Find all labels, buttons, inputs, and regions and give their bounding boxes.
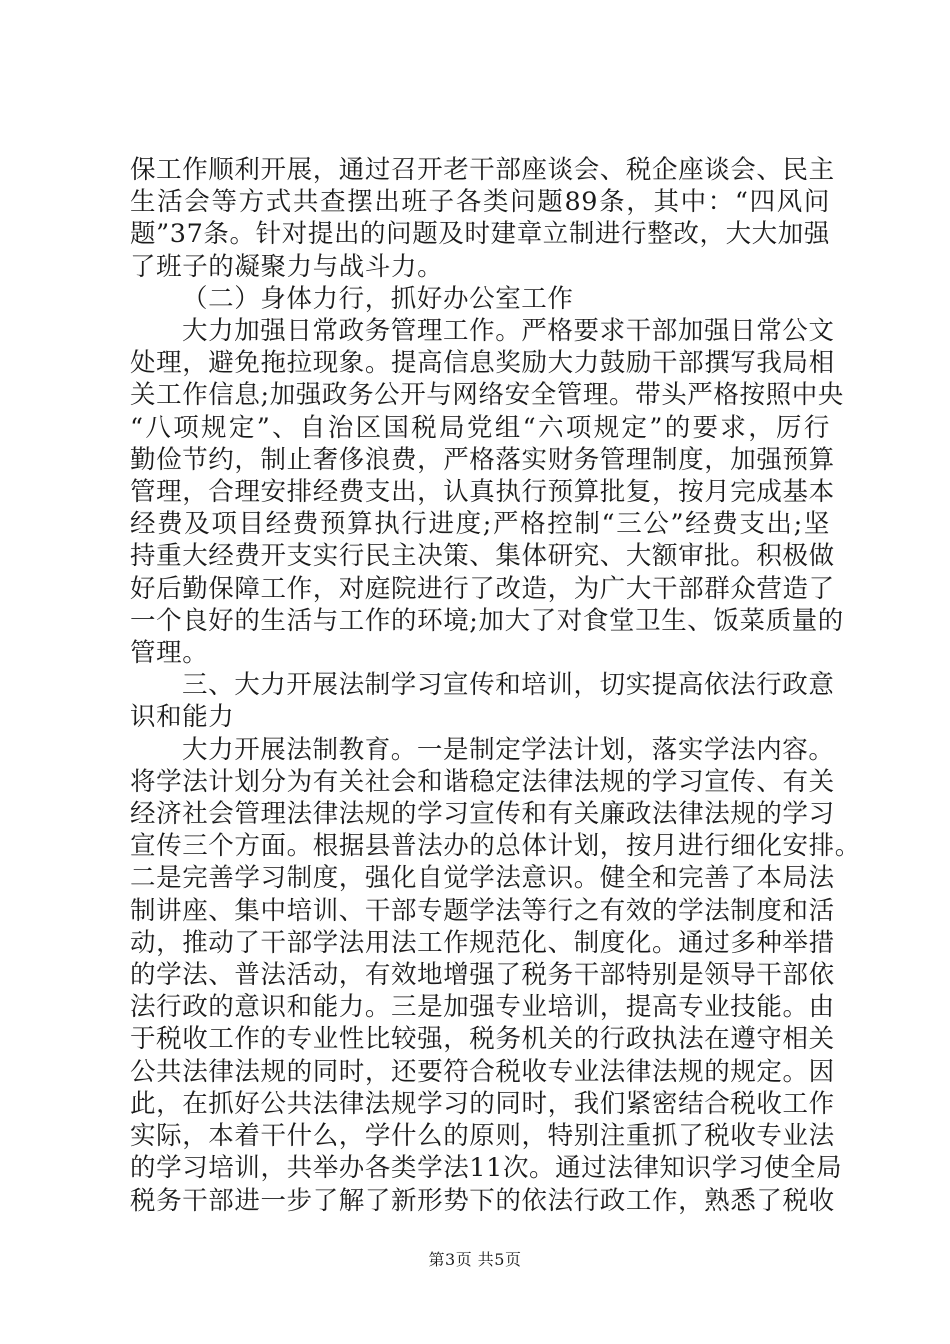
section-heading-2 — [130, 283, 830, 315]
text-line: （二）身体力行，抓好办公室工作 — [182, 283, 574, 314]
text-line: 持重大经费开支实行民主决策、集体研究、大额审批。积极做 — [130, 541, 835, 572]
text-line: 税务干部进一步了解了新形势下的依法行政工作，熟悉了税收 — [130, 1185, 835, 1216]
text-line: 宣传三个方面。根据县普法办的总体计划，按月进行细化安排。 — [130, 831, 861, 862]
text-line: 将学法计划分为有关社会和谐稳定法律法规的学习宣传、有关 — [130, 766, 835, 797]
text-line: “八项规定”、自治区国税局党组“六项规定”的要求，厉行 — [130, 412, 830, 443]
text-line: 于税收工作的专业性比较强，税务机关的行政执法在遵守相关 — [130, 1024, 835, 1055]
para-legal-education — [130, 734, 861, 1217]
text-line: 的学习培训，共举办各类学法11次。通过法律知识学习使全局 — [130, 1153, 843, 1184]
text-line: 的学法、普法活动，有效地增强了税务干部特别是领导干部依 — [130, 960, 835, 991]
text-line: 关工作信息;加强政务公开与网络安全管理。带头严格按照中央 — [130, 380, 844, 411]
text-line: 大力加强日常政务管理工作。严格要求干部加强日常公文 — [182, 316, 835, 347]
text-line: 识和能力 — [130, 702, 235, 733]
text-line: 动，推动了干部学法用法工作规范化、制度化。通过多种举措 — [130, 927, 835, 958]
text-line: 处理，避免拖拉现象。提高信息奖励大力鼓励干部撰写我局相 — [130, 348, 835, 379]
para-continued — [130, 154, 835, 283]
text-line: 制讲座、集中培训、干部专题学法等行之有效的学法制度和活 — [130, 895, 835, 926]
text-line: 了班子的凝聚力与战斗力。 — [130, 251, 444, 282]
text-line: 好后勤保障工作，对庭院进行了改造，为广大干部群众营造了 — [130, 573, 835, 604]
text-line: 大力开展法制教育。一是制定学法计划，落实学法内容。 — [182, 734, 835, 765]
para-office-work — [130, 315, 844, 669]
text-line: 题”37条。针对提出的问题及时建章立制进行整改，大大加强 — [130, 219, 830, 250]
text-line: 管理，合理安排经费支出，认真执行预算批复，按月完成基本 — [130, 477, 835, 508]
text-line: 经费及项目经费预算执行进度;严格控制“三公”经费支出;坚 — [130, 509, 830, 540]
text-line: 一个良好的生活与工作的环境;加大了对食堂卫生、饭菜质量的 — [130, 605, 844, 636]
text-line: 公共法律法规的同时，还要符合税收专业法律法规的规定。因 — [130, 1056, 835, 1087]
text-line: 三、大力开展法制学习宣传和培训，切实提高依法行政意 — [182, 670, 835, 701]
section-heading-3 — [130, 669, 835, 733]
text-line: 二是完善学习制度，强化自觉学法意识。健全和完善了本局法 — [130, 863, 835, 894]
text-line: 生活会等方式共查摆出班子各类问题89条，其中：“四风问 — [130, 187, 830, 218]
document-body — [130, 154, 861, 1217]
page-footer: 第3页 共5页 — [428, 1250, 522, 1269]
text-line: 此，在抓好公共法律法规学习的同时，我们紧密结合税收工作 — [130, 1088, 835, 1119]
text-line: 保工作顺利开展，通过召开老干部座谈会、税企座谈会、民主 — [130, 155, 835, 185]
text-line: 经济社会管理法律法规的学习宣传和有关廉政法律法规的学习 — [130, 799, 835, 830]
text-line: 法行政的意识和能力。三是加强专业培训，提高专业技能。由 — [130, 992, 835, 1023]
text-line: 管理。 — [130, 638, 209, 669]
text-line: 勤俭节约，制止奢侈浪费，严格落实财务管理制度，加强预算 — [130, 444, 835, 475]
text-line: 实际，本着干什么，学什么的原则，特别注重抓了税收专业法 — [130, 1121, 835, 1152]
